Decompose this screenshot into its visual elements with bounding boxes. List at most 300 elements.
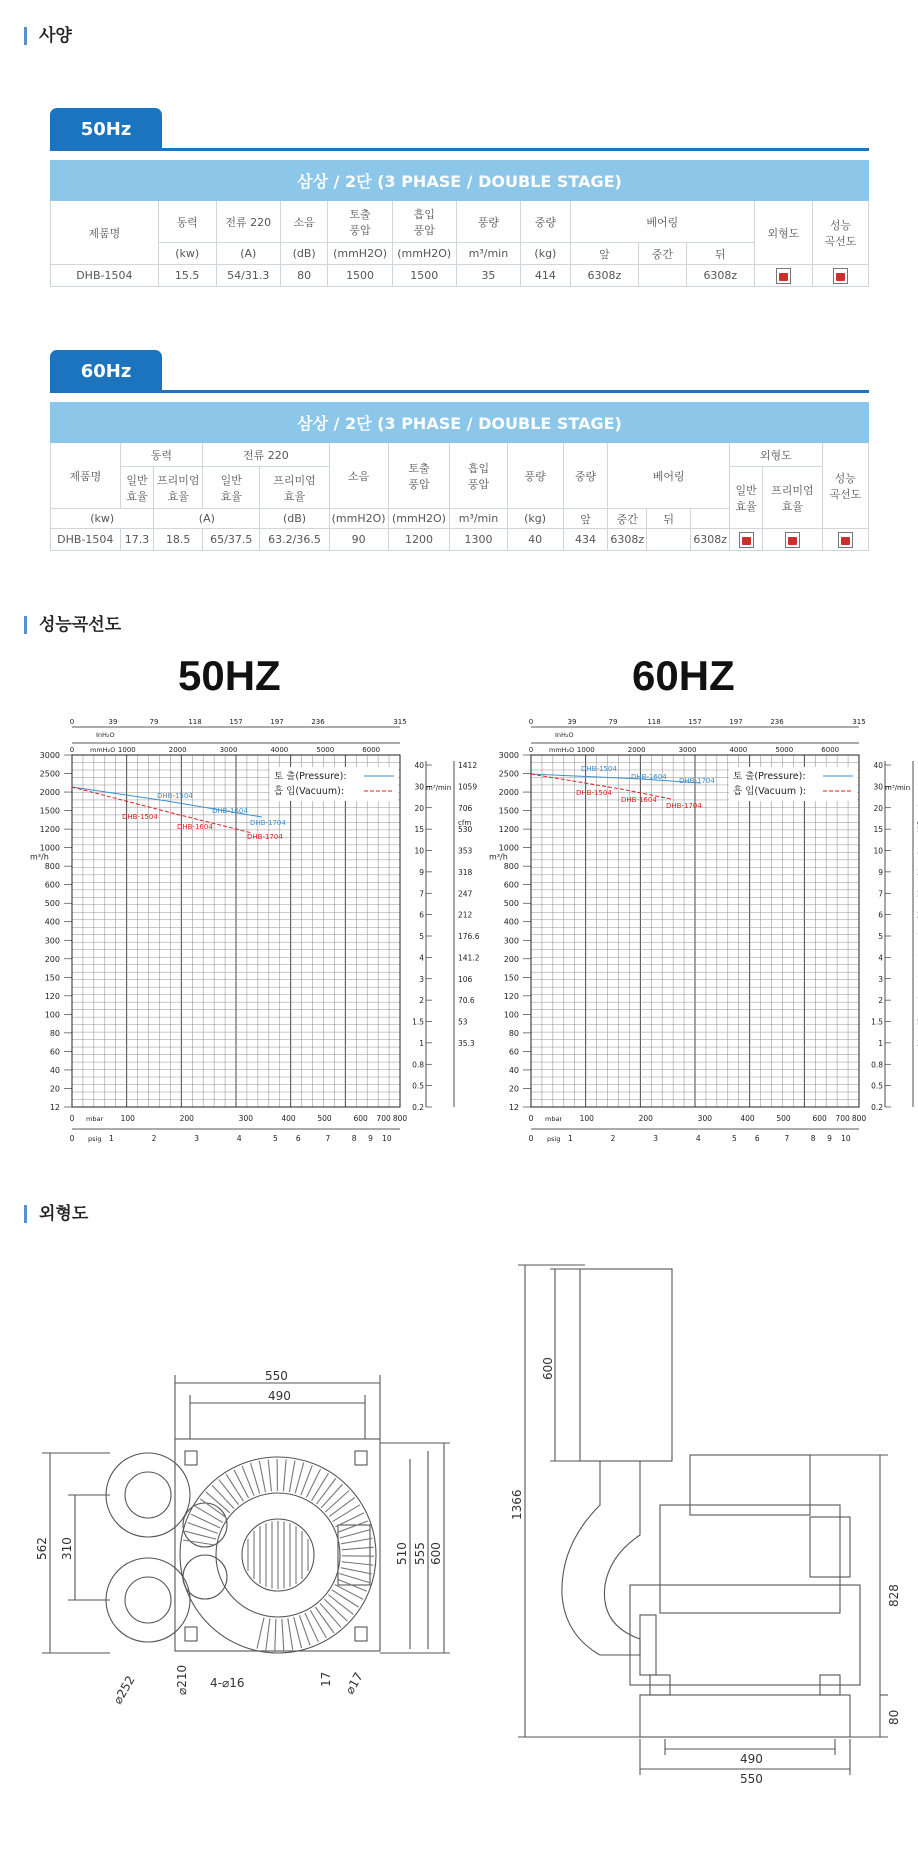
hdr-model: 제품명 bbox=[51, 201, 159, 265]
hdr-airflow: 풍량 bbox=[456, 201, 520, 243]
spec-table-50hz bbox=[50, 160, 869, 287]
top-tick-label-mm: 6000 bbox=[362, 746, 381, 754]
bottom-axis-unit: mbar bbox=[545, 1115, 563, 1123]
top-tick-label-mm: 1000 bbox=[117, 746, 136, 754]
cell-power: 15.5 bbox=[158, 265, 216, 287]
right-tick-label-m3min: 9 bbox=[878, 867, 883, 877]
hdr-current: 전류 220 bbox=[216, 201, 280, 243]
right-tick-label-cfm: 1412 bbox=[458, 761, 478, 770]
top-tick-label-mm: 0 bbox=[528, 746, 534, 754]
right-tick-label-m3min: 40 bbox=[414, 761, 424, 770]
series-label: DHB-1504 bbox=[581, 765, 617, 773]
right-tick-label-m3min: 7 bbox=[878, 889, 883, 899]
chart-title-60hz: 60HZ bbox=[632, 652, 735, 699]
bottom-tick-label-psig: 5 bbox=[272, 1134, 278, 1143]
hdr-weight: 중량 bbox=[563, 443, 608, 509]
bottom-tick-label-psig: 6 bbox=[295, 1134, 301, 1143]
legend-pressure-label: 토 출(Pressure): bbox=[733, 771, 806, 782]
top-tick-label-in: 197 bbox=[729, 718, 743, 726]
y-tick-label: 80 bbox=[49, 1028, 60, 1038]
right-tick-label-m3min: 0.8 bbox=[871, 1060, 883, 1070]
series-label: DHB-1704 bbox=[666, 802, 702, 810]
bottom-tick-label-mbar: 200 bbox=[638, 1114, 653, 1123]
y-tick-label: 1000 bbox=[498, 843, 519, 853]
dim-17: 17 bbox=[319, 1671, 333, 1687]
bottom-tick-label-psig: 10 bbox=[841, 1134, 851, 1143]
y-tick-label: 800 bbox=[503, 862, 519, 872]
right-tick-label-m3min: 1 bbox=[419, 1038, 424, 1048]
unit-weight: (kg) bbox=[507, 509, 563, 529]
y-tick-label: 150 bbox=[503, 973, 519, 983]
right-axis-unit: m³/min bbox=[426, 784, 452, 792]
top-tick-label-mm: 3000 bbox=[678, 746, 697, 754]
y-tick-label: 80 bbox=[508, 1028, 519, 1038]
tab-60hz: 60Hz bbox=[50, 350, 162, 392]
unit-noise: (dB) bbox=[260, 509, 329, 529]
bottom-tick-label-psig: 5 bbox=[731, 1134, 737, 1143]
unit-noise: (dB) bbox=[280, 243, 328, 265]
top-tick-label-in: 79 bbox=[149, 718, 159, 726]
bottom-tick-label-psig: 7 bbox=[784, 1134, 790, 1143]
hdr-power-premium: 프리미엄 효율 bbox=[154, 467, 203, 509]
y-tick-label: 60 bbox=[508, 1047, 519, 1057]
top-tick-label-mm: 2000 bbox=[168, 746, 187, 754]
hdr-model: 제품명 bbox=[51, 443, 121, 509]
cell-current-premium: 63.2/36.5 bbox=[260, 529, 329, 551]
y-tick-label: 2500 bbox=[39, 769, 60, 779]
top-tick-label-mm: 5000 bbox=[775, 746, 794, 754]
right-tick-label-m3min: 0.2 bbox=[871, 1103, 883, 1112]
hdr-outline-normal: 일반 효율 bbox=[730, 467, 763, 529]
dim-side-1366: 1366 bbox=[510, 1489, 524, 1520]
y-tick-label: 20 bbox=[508, 1084, 519, 1094]
bottom-tick-label-mbar: 400 bbox=[281, 1114, 296, 1123]
bottom-tick-label-mbar: 300 bbox=[238, 1114, 254, 1123]
y-tick-label: 60 bbox=[49, 1047, 60, 1057]
dim-side-600: 600 bbox=[541, 1357, 555, 1380]
bottom-tick-label-mbar: 300 bbox=[697, 1114, 713, 1123]
y-tick-label: 150 bbox=[44, 973, 60, 983]
cell-airflow: 35 bbox=[456, 265, 520, 287]
bottom-tick-label-mbar: 700 bbox=[376, 1114, 391, 1123]
bottom-axis-unit: psig bbox=[88, 1135, 102, 1143]
hdr-current: 전류 220 bbox=[203, 443, 330, 467]
cell-discharge: 1500 bbox=[328, 265, 392, 287]
hdr-discharge: 토출 풍압 bbox=[328, 201, 392, 243]
dim-562: 562 bbox=[35, 1537, 49, 1560]
cell-model: DHB-1504 bbox=[51, 265, 159, 287]
y-tick-label: 200 bbox=[503, 954, 519, 964]
bottom-tick-label-psig: 1 bbox=[108, 1134, 114, 1143]
hdr-noise: 소음 bbox=[280, 201, 328, 243]
hdr-curve: 성능 곡선도 bbox=[812, 201, 868, 265]
tab-50hz: 50Hz bbox=[50, 108, 162, 150]
bottom-tick-label-psig: 6 bbox=[754, 1134, 760, 1143]
top-tick-label-in: 315 bbox=[393, 718, 407, 726]
right-axis-unit: cfm bbox=[458, 819, 472, 827]
bottom-tick-label-psig: 0 bbox=[69, 1134, 75, 1143]
top-tick-label-mm: 4000 bbox=[270, 746, 289, 754]
top-tick-label-in: 39 bbox=[108, 718, 118, 726]
top-axis-unit: mmH₂O bbox=[90, 746, 116, 754]
right-tick-label-m3min: 30 bbox=[873, 782, 883, 792]
y-tick-label: 40 bbox=[49, 1065, 60, 1075]
unit-airflow: m³/min bbox=[456, 243, 520, 265]
bottom-tick-label-psig: 4 bbox=[695, 1134, 701, 1143]
y-tick-label: 3000 bbox=[39, 751, 60, 760]
bottom-tick-label-psig: 8 bbox=[810, 1134, 816, 1143]
hdr-curve: 성능 곡선도 bbox=[822, 443, 868, 529]
right-tick-label-m3min: 10 bbox=[873, 846, 883, 856]
y-tick-label: 3000 bbox=[498, 751, 519, 760]
y-tick-label: 100 bbox=[44, 1010, 60, 1020]
right-tick-label-cfm: 247 bbox=[458, 889, 473, 899]
y-tick-label: 1000 bbox=[39, 843, 60, 853]
top-tick-label-in: 315 bbox=[852, 718, 866, 726]
top-tick-label-mm: 6000 bbox=[821, 746, 840, 754]
right-tick-label-m3min: 0.2 bbox=[412, 1103, 424, 1112]
top-view-drawing bbox=[42, 1375, 450, 1653]
right-tick-label-cfm: 1059 bbox=[458, 782, 478, 792]
unit-discharge: (mmH2O) bbox=[329, 509, 388, 529]
top-tick-label-mm: 2000 bbox=[627, 746, 646, 754]
bottom-tick-label-psig: 4 bbox=[236, 1134, 242, 1143]
right-tick-label-cfm: 530 bbox=[458, 825, 473, 835]
bottom-tick-label-psig: 3 bbox=[194, 1134, 200, 1143]
bottom-tick-label-mbar: 400 bbox=[740, 1114, 755, 1123]
top-tick-label-in: 0 bbox=[528, 718, 534, 726]
bottom-tick-label-psig: 3 bbox=[653, 1134, 659, 1143]
cell-current: 54/31.3 bbox=[216, 265, 280, 287]
right-axis-unit: m³/min bbox=[885, 784, 911, 792]
cell-discharge: 1200 bbox=[388, 529, 450, 551]
unit-rear: 뒤 bbox=[647, 509, 691, 529]
series-label: DHB-1504 bbox=[576, 789, 612, 797]
pdf-curve-icon[interactable] bbox=[833, 268, 848, 284]
performance-chart-50hz bbox=[0, 715, 480, 1143]
y-tick-label: 1200 bbox=[498, 825, 519, 835]
right-tick-label-m3min: 6 bbox=[878, 910, 883, 920]
right-tick-label-m3min: 2 bbox=[878, 996, 883, 1006]
right-tick-label-m3min: 15 bbox=[873, 825, 883, 835]
bottom-axis-unit: mbar bbox=[86, 1115, 104, 1123]
cell-airflow: 40 bbox=[507, 529, 563, 551]
y-tick-label: 1500 bbox=[39, 806, 60, 816]
cell-noise: 80 bbox=[280, 265, 328, 287]
right-tick-label-cfm: 212 bbox=[458, 910, 473, 920]
cell-suction: 1300 bbox=[450, 529, 507, 551]
bottom-tick-label-mbar: 100 bbox=[579, 1114, 594, 1123]
cell-front: 6308z bbox=[570, 265, 638, 287]
right-tick-label-m3min: 6 bbox=[419, 910, 424, 920]
dim-side-550: 550 bbox=[740, 1772, 763, 1786]
cell-middle bbox=[639, 265, 687, 287]
bottom-tick-label-mbar: 0 bbox=[69, 1114, 75, 1123]
right-tick-label-m3min: 15 bbox=[414, 825, 424, 835]
bottom-tick-label-mbar: 800 bbox=[851, 1114, 867, 1123]
y-tick-label: 40 bbox=[508, 1065, 519, 1075]
hdr-outline: 외형도 bbox=[730, 443, 823, 467]
hdr-suction: 흡입 풍압 bbox=[450, 443, 507, 509]
bottom-tick-label-mbar: 600 bbox=[812, 1114, 827, 1123]
top-tick-label-in: 236 bbox=[311, 718, 325, 726]
top-axis-unit: InH₂O bbox=[96, 731, 115, 739]
bottom-tick-label-mbar: 700 bbox=[835, 1114, 850, 1123]
top-tick-label-in: 39 bbox=[567, 718, 577, 726]
hdr-suction: 흡입 풍압 bbox=[392, 201, 456, 243]
series-label: DHB-1604 bbox=[631, 773, 667, 781]
side-view-drawing bbox=[518, 1265, 888, 1775]
spec-table-60hz bbox=[50, 402, 869, 551]
hdr-power: 동력 bbox=[158, 201, 216, 243]
y-tick-label: 500 bbox=[503, 899, 519, 909]
right-tick-label-cfm: 706 bbox=[458, 803, 473, 813]
top-axis-unit: mmH₂O bbox=[549, 746, 575, 754]
hdr-outline: 외형도 bbox=[755, 201, 813, 265]
unit-weight: (kg) bbox=[521, 243, 571, 265]
y-axis-unit: m³/h bbox=[489, 852, 508, 862]
series-label: DHB-1704 bbox=[247, 833, 283, 841]
hdr-outline-premium: 프리미엄 효율 bbox=[763, 467, 822, 529]
y-tick-label: 120 bbox=[44, 991, 60, 1001]
outline-drawing bbox=[0, 1255, 918, 1815]
tab-underline-60hz bbox=[50, 390, 869, 393]
unit-front: 앞 bbox=[570, 243, 638, 265]
table-row bbox=[51, 529, 869, 551]
right-tick-label-m3min: 4 bbox=[419, 953, 424, 963]
y-tick-label: 600 bbox=[44, 880, 60, 890]
y-tick-label: 2000 bbox=[39, 788, 60, 798]
dim-550: 550 bbox=[265, 1369, 288, 1383]
top-tick-label-in: 157 bbox=[688, 718, 702, 726]
cell-noise: 90 bbox=[329, 529, 388, 551]
top-tick-label-mm: 5000 bbox=[316, 746, 335, 754]
section-title-curve: 성능곡선도 bbox=[24, 616, 121, 634]
section-title-outline: 외형도 bbox=[24, 1205, 88, 1223]
y-tick-label: 1200 bbox=[39, 825, 60, 835]
right-tick-label-cfm: 106 bbox=[458, 974, 473, 984]
bottom-tick-label-psig: 0 bbox=[528, 1134, 534, 1143]
dim-side-828: 828 bbox=[887, 1584, 901, 1607]
performance-chart-60hz bbox=[459, 715, 918, 1143]
pdf-outline-icon[interactable] bbox=[776, 268, 791, 284]
cell-power-normal: 17.3 bbox=[120, 529, 154, 551]
right-tick-label-cfm: 176.6 bbox=[458, 932, 480, 941]
pdf-curve-icon[interactable] bbox=[838, 532, 853, 548]
section-title-spec: 사양 bbox=[24, 27, 72, 45]
right-tick-label-m3min: 9 bbox=[419, 867, 424, 877]
bottom-tick-label-mbar: 600 bbox=[353, 1114, 368, 1123]
y-tick-label: 400 bbox=[44, 917, 60, 927]
bottom-tick-label-psig: 7 bbox=[325, 1134, 331, 1143]
unit-power: (kw) bbox=[51, 509, 154, 529]
right-tick-label-cfm: 70.6 bbox=[458, 996, 475, 1006]
bottom-tick-label-psig: 9 bbox=[827, 1134, 832, 1143]
y-tick-label: 2500 bbox=[498, 769, 519, 779]
y-tick-label: 12 bbox=[49, 1103, 60, 1112]
y-tick-label: 300 bbox=[503, 936, 519, 946]
cell-weight: 434 bbox=[563, 529, 608, 551]
top-tick-label-in: 79 bbox=[608, 718, 618, 726]
unit-suction: (mmH2O) bbox=[392, 243, 456, 265]
right-tick-label-m3min: 4 bbox=[878, 953, 883, 963]
bottom-tick-label-mbar: 800 bbox=[392, 1114, 408, 1123]
right-tick-label-m3min: 30 bbox=[414, 782, 424, 792]
right-tick-label-m3min: 0.8 bbox=[412, 1060, 424, 1070]
bottom-tick-label-psig: 8 bbox=[351, 1134, 357, 1143]
hdr-noise: 소음 bbox=[329, 443, 388, 509]
right-tick-label-m3min: 1 bbox=[878, 1038, 883, 1048]
y-axis-unit: m³/h bbox=[30, 852, 49, 862]
unit-power: (kw) bbox=[158, 243, 216, 265]
dim-16: 4-⌀16 bbox=[210, 1676, 245, 1690]
top-tick-label-mm: 3000 bbox=[219, 746, 238, 754]
right-tick-label-m3min: 1.5 bbox=[412, 1017, 424, 1027]
unit-front: 앞 bbox=[563, 509, 608, 529]
dim-490: 490 bbox=[268, 1389, 291, 1403]
unit-middle: 중간 bbox=[639, 243, 687, 265]
y-tick-label: 100 bbox=[503, 1010, 519, 1020]
y-tick-label: 500 bbox=[44, 899, 60, 909]
y-tick-label: 1500 bbox=[498, 806, 519, 816]
dim-510: 510 bbox=[395, 1542, 409, 1565]
hdr-current-normal: 일반 효율 bbox=[203, 467, 260, 509]
right-tick-label-m3min: 5 bbox=[878, 932, 883, 941]
cell-rear: 6308z bbox=[686, 265, 754, 287]
legend-vacuum-label: 흡 입(Vacuum): bbox=[274, 786, 345, 797]
dim-600: 600 bbox=[429, 1542, 443, 1565]
hdr-power: 동력 bbox=[120, 443, 202, 467]
hdr-bearing: 베어링 bbox=[608, 443, 730, 509]
dim-side-80: 80 bbox=[887, 1709, 901, 1725]
unit-airflow: m³/min bbox=[450, 509, 507, 529]
right-tick-label-cfm: 141.2 bbox=[458, 953, 480, 963]
right-tick-label-m3min: 3 bbox=[419, 974, 424, 984]
spec-banner-50hz: 삼상 / 2단 (3 PHASE / DOUBLE STAGE) bbox=[51, 161, 869, 201]
dim-17b: ⌀17 bbox=[342, 1670, 366, 1697]
series-label: DHB-1604 bbox=[177, 823, 213, 831]
unit-suction: (mmH2O) bbox=[388, 509, 450, 529]
dim-side-490: 490 bbox=[740, 1752, 763, 1766]
unit-middle: 중간 bbox=[608, 509, 647, 529]
right-tick-label-m3min: 0.5 bbox=[871, 1081, 883, 1091]
cell-front: 6308z bbox=[608, 529, 647, 551]
top-tick-label-in: 197 bbox=[270, 718, 284, 726]
cell-current-normal: 65/37.5 bbox=[203, 529, 260, 551]
chart-title-50hz: 50HZ bbox=[178, 652, 281, 699]
bottom-tick-label-mbar: 200 bbox=[179, 1114, 194, 1123]
right-tick-label-m3min: 5 bbox=[419, 932, 424, 941]
cell-power-premium: 18.5 bbox=[154, 529, 203, 551]
y-tick-label: 120 bbox=[503, 991, 519, 1001]
unit-discharge: (mmH2O) bbox=[328, 243, 392, 265]
bottom-tick-label-psig: 2 bbox=[151, 1134, 157, 1143]
right-tick-label-m3min: 10 bbox=[414, 846, 424, 856]
hdr-power-normal: 일반 효율 bbox=[120, 467, 154, 509]
tab-underline-50hz bbox=[50, 148, 869, 151]
y-tick-label: 20 bbox=[49, 1084, 60, 1094]
cell-middle bbox=[647, 529, 691, 551]
right-tick-label-cfm: 353 bbox=[458, 846, 473, 856]
y-tick-label: 600 bbox=[503, 880, 519, 890]
right-tick-label-cfm: 318 bbox=[458, 867, 473, 877]
dim-210: ⌀210 bbox=[175, 1664, 189, 1695]
right-tick-label-m3min: 0.5 bbox=[412, 1081, 424, 1091]
series-label: DHB-1604 bbox=[621, 796, 657, 804]
cell-weight: 414 bbox=[521, 265, 571, 287]
right-tick-label-cfm: 35.3 bbox=[458, 1038, 475, 1048]
hdr-current-premium: 프리미엄 효율 bbox=[260, 467, 329, 509]
right-tick-label-m3min: 20 bbox=[414, 803, 424, 813]
top-tick-label-mm: 4000 bbox=[729, 746, 748, 754]
pdf-outline-premium-icon[interactable] bbox=[785, 532, 800, 548]
table-row bbox=[51, 265, 869, 287]
spec-banner-60hz: 삼상 / 2단 (3 PHASE / DOUBLE STAGE) bbox=[51, 403, 869, 443]
hdr-bearing: 베어링 bbox=[570, 201, 754, 243]
series-label: DHB-1704 bbox=[679, 777, 715, 785]
legend-vacuum-label: 흡 입(Vacuum ): bbox=[733, 786, 807, 797]
series-label: DHB-1504 bbox=[122, 813, 158, 821]
hdr-discharge: 토출 풍압 bbox=[388, 443, 450, 509]
top-tick-label-in: 118 bbox=[188, 718, 202, 726]
right-tick-label-m3min: 2 bbox=[419, 996, 424, 1006]
right-tick-label-m3min: 20 bbox=[873, 803, 883, 813]
top-tick-label-in: 157 bbox=[229, 718, 243, 726]
unit-current: (A) bbox=[154, 509, 260, 529]
series-label: DHB-1504 bbox=[157, 792, 193, 800]
bottom-axis-unit: psig bbox=[547, 1135, 561, 1143]
series-label: DHB-1604 bbox=[212, 807, 248, 815]
series-label: DHB-1704 bbox=[250, 819, 286, 827]
legend-pressure-label: 토 출(Pressure): bbox=[274, 771, 347, 782]
right-tick-label-m3min: 1.5 bbox=[871, 1017, 883, 1027]
unit-current: (A) bbox=[216, 243, 280, 265]
y-tick-label: 400 bbox=[503, 917, 519, 927]
top-tick-label-in: 236 bbox=[770, 718, 784, 726]
bottom-tick-label-psig: 9 bbox=[368, 1134, 373, 1143]
y-tick-label: 12 bbox=[508, 1103, 519, 1112]
top-tick-label-mm: 1000 bbox=[576, 746, 595, 754]
pdf-outline-normal-icon[interactable] bbox=[739, 532, 754, 548]
top-tick-label-mm: 0 bbox=[69, 746, 75, 754]
y-tick-label: 200 bbox=[44, 954, 60, 964]
bottom-tick-label-psig: 10 bbox=[382, 1134, 392, 1143]
bottom-tick-label-mbar: 0 bbox=[528, 1114, 534, 1123]
bottom-tick-label-psig: 1 bbox=[567, 1134, 573, 1143]
y-tick-label: 800 bbox=[44, 862, 60, 872]
dim-310: 310 bbox=[60, 1537, 74, 1560]
cell-model: DHB-1504 bbox=[51, 529, 121, 551]
top-tick-label-in: 118 bbox=[647, 718, 661, 726]
right-tick-label-cfm: 53 bbox=[458, 1017, 468, 1027]
right-tick-label-m3min: 7 bbox=[419, 889, 424, 899]
cell-rear: 6308z bbox=[691, 529, 730, 551]
right-tick-label-m3min: 40 bbox=[873, 761, 883, 770]
dim-252: ⌀252 bbox=[110, 1673, 138, 1707]
y-tick-label: 2000 bbox=[498, 788, 519, 798]
bottom-tick-label-mbar: 100 bbox=[120, 1114, 135, 1123]
dim-555: 555 bbox=[413, 1542, 427, 1565]
cell-suction: 1500 bbox=[392, 265, 456, 287]
y-tick-label: 300 bbox=[44, 936, 60, 946]
bottom-tick-label-mbar: 500 bbox=[776, 1114, 791, 1123]
hdr-airflow: 풍량 bbox=[507, 443, 563, 509]
top-tick-label-in: 0 bbox=[69, 718, 75, 726]
top-axis-unit: InH₂O bbox=[555, 731, 574, 739]
bottom-tick-label-mbar: 500 bbox=[317, 1114, 332, 1123]
unit-rear: 뒤 bbox=[686, 243, 754, 265]
bottom-tick-label-psig: 2 bbox=[610, 1134, 616, 1143]
